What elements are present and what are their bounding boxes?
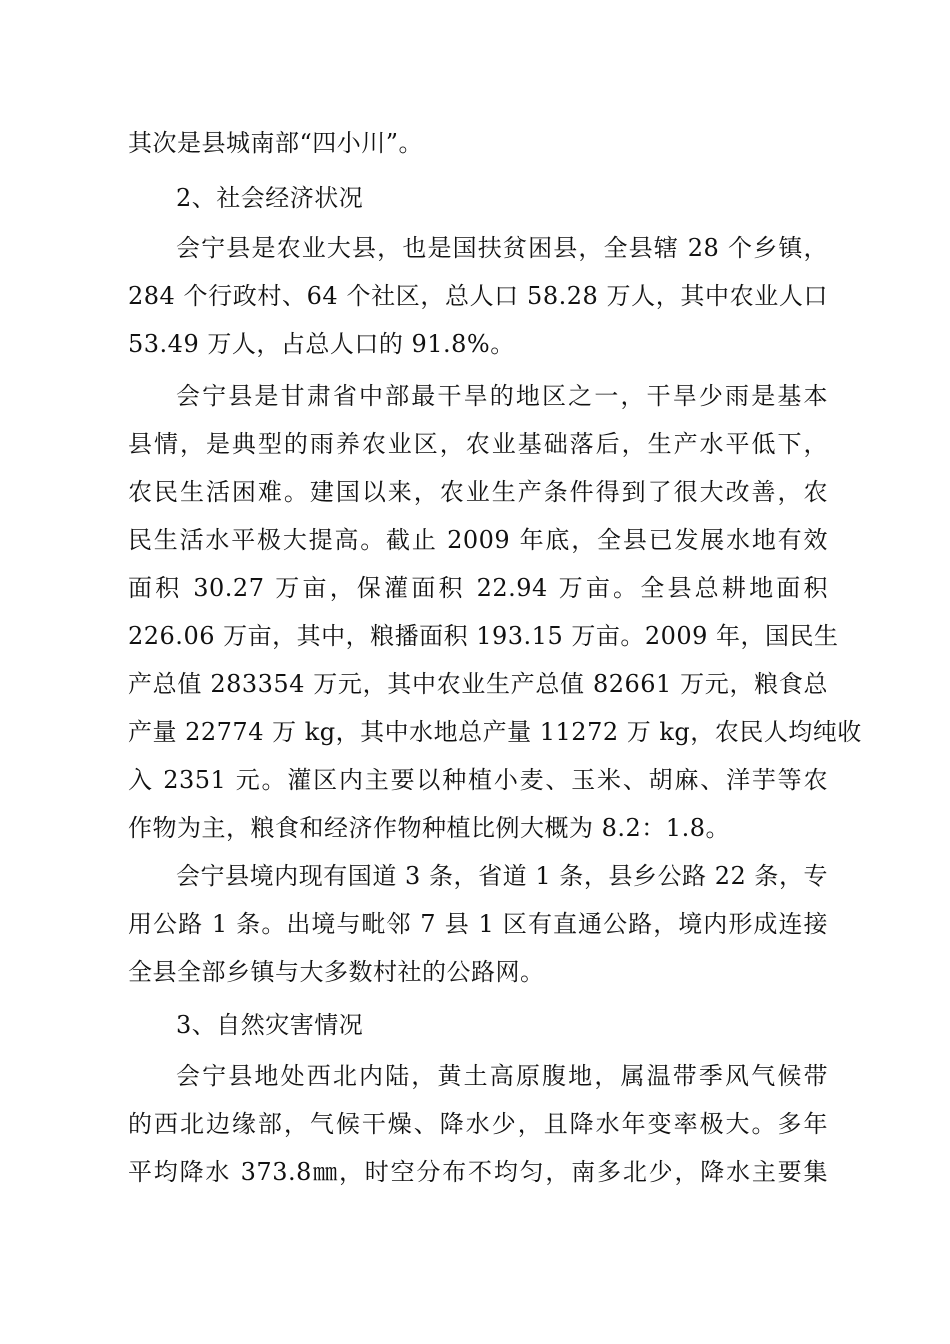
paragraph-line: 县情，是典型的雨养农业区，农业基础落后，生产水平低下， (128, 430, 828, 458)
paragraph-line: 会宁县是甘肃省中部最干旱的地区之一，干旱少雨是基本 (176, 382, 828, 410)
paragraph-line: 入 2351 元。灌区内主要以种植小麦、玉米、胡麻、洋芋等农 (128, 766, 828, 794)
paragraph-line: 284 个行政村、64 个社区，总人口 58.28 万人，其中农业人口 (128, 282, 828, 310)
paragraph-line: 会宁县是农业大县，也是国扶贫困县，全县辖 28 个乡镇， (176, 234, 828, 262)
paragraph-line: 平均降水 373.8㎜，时空分布不均匀，南多北少，降水主要集 (128, 1158, 828, 1186)
paragraph-line: 226.06 万亩，其中，粮播面积 193.15 万亩。2009 年，国民生 (128, 622, 839, 650)
paragraph-line: 产总值 283354 万元，其中农业生产总值 82661 万元，粮食总 (128, 670, 828, 698)
paragraph-line: 农民生活困难。建国以来，农业生产条件得到了很大改善，农 (128, 478, 828, 506)
section-heading: 2、社会经济状况 (176, 184, 364, 212)
paragraph-line: 产量 22774 万 kg，其中水地总产量 11272 万 kg，农民人均纯收 (128, 718, 862, 746)
paragraph-line: 面积 30.27 万亩，保灌面积 22.94 万亩。全县总耕地面积 (128, 574, 828, 602)
paragraph-line: 的西北边缘部，气候干燥、降水少，且降水年变率极大。多年 (128, 1110, 828, 1138)
section-heading: 3、自然灾害情况 (176, 1011, 364, 1039)
paragraph-line: 全县全部乡镇与大多数村社的公路网。 (128, 958, 545, 986)
paragraph-line: 用公路 1 条。出境与毗邻 7 县 1 区有直通公路，境内形成连接 (128, 910, 828, 938)
paragraph-line: 作物为主，粮食和经济作物种植比例大概为 8.2：1.8。 (128, 814, 730, 842)
paragraph-line: 会宁县境内现有国道 3 条，省道 1 条，县乡公路 22 条，专 (176, 862, 828, 890)
paragraph-line: 会宁县地处西北内陆，黄土高原腹地，属温带季风气候带 (176, 1062, 828, 1090)
paragraph-line: 53.49 万人，占总人口的 91.8%。 (128, 330, 515, 358)
paragraph-line: 民生活水平极大提高。截止 2009 年底，全县已发展水地有效 (128, 526, 828, 554)
paragraph-line: 其次是县城南部“四小川”。 (128, 129, 424, 157)
